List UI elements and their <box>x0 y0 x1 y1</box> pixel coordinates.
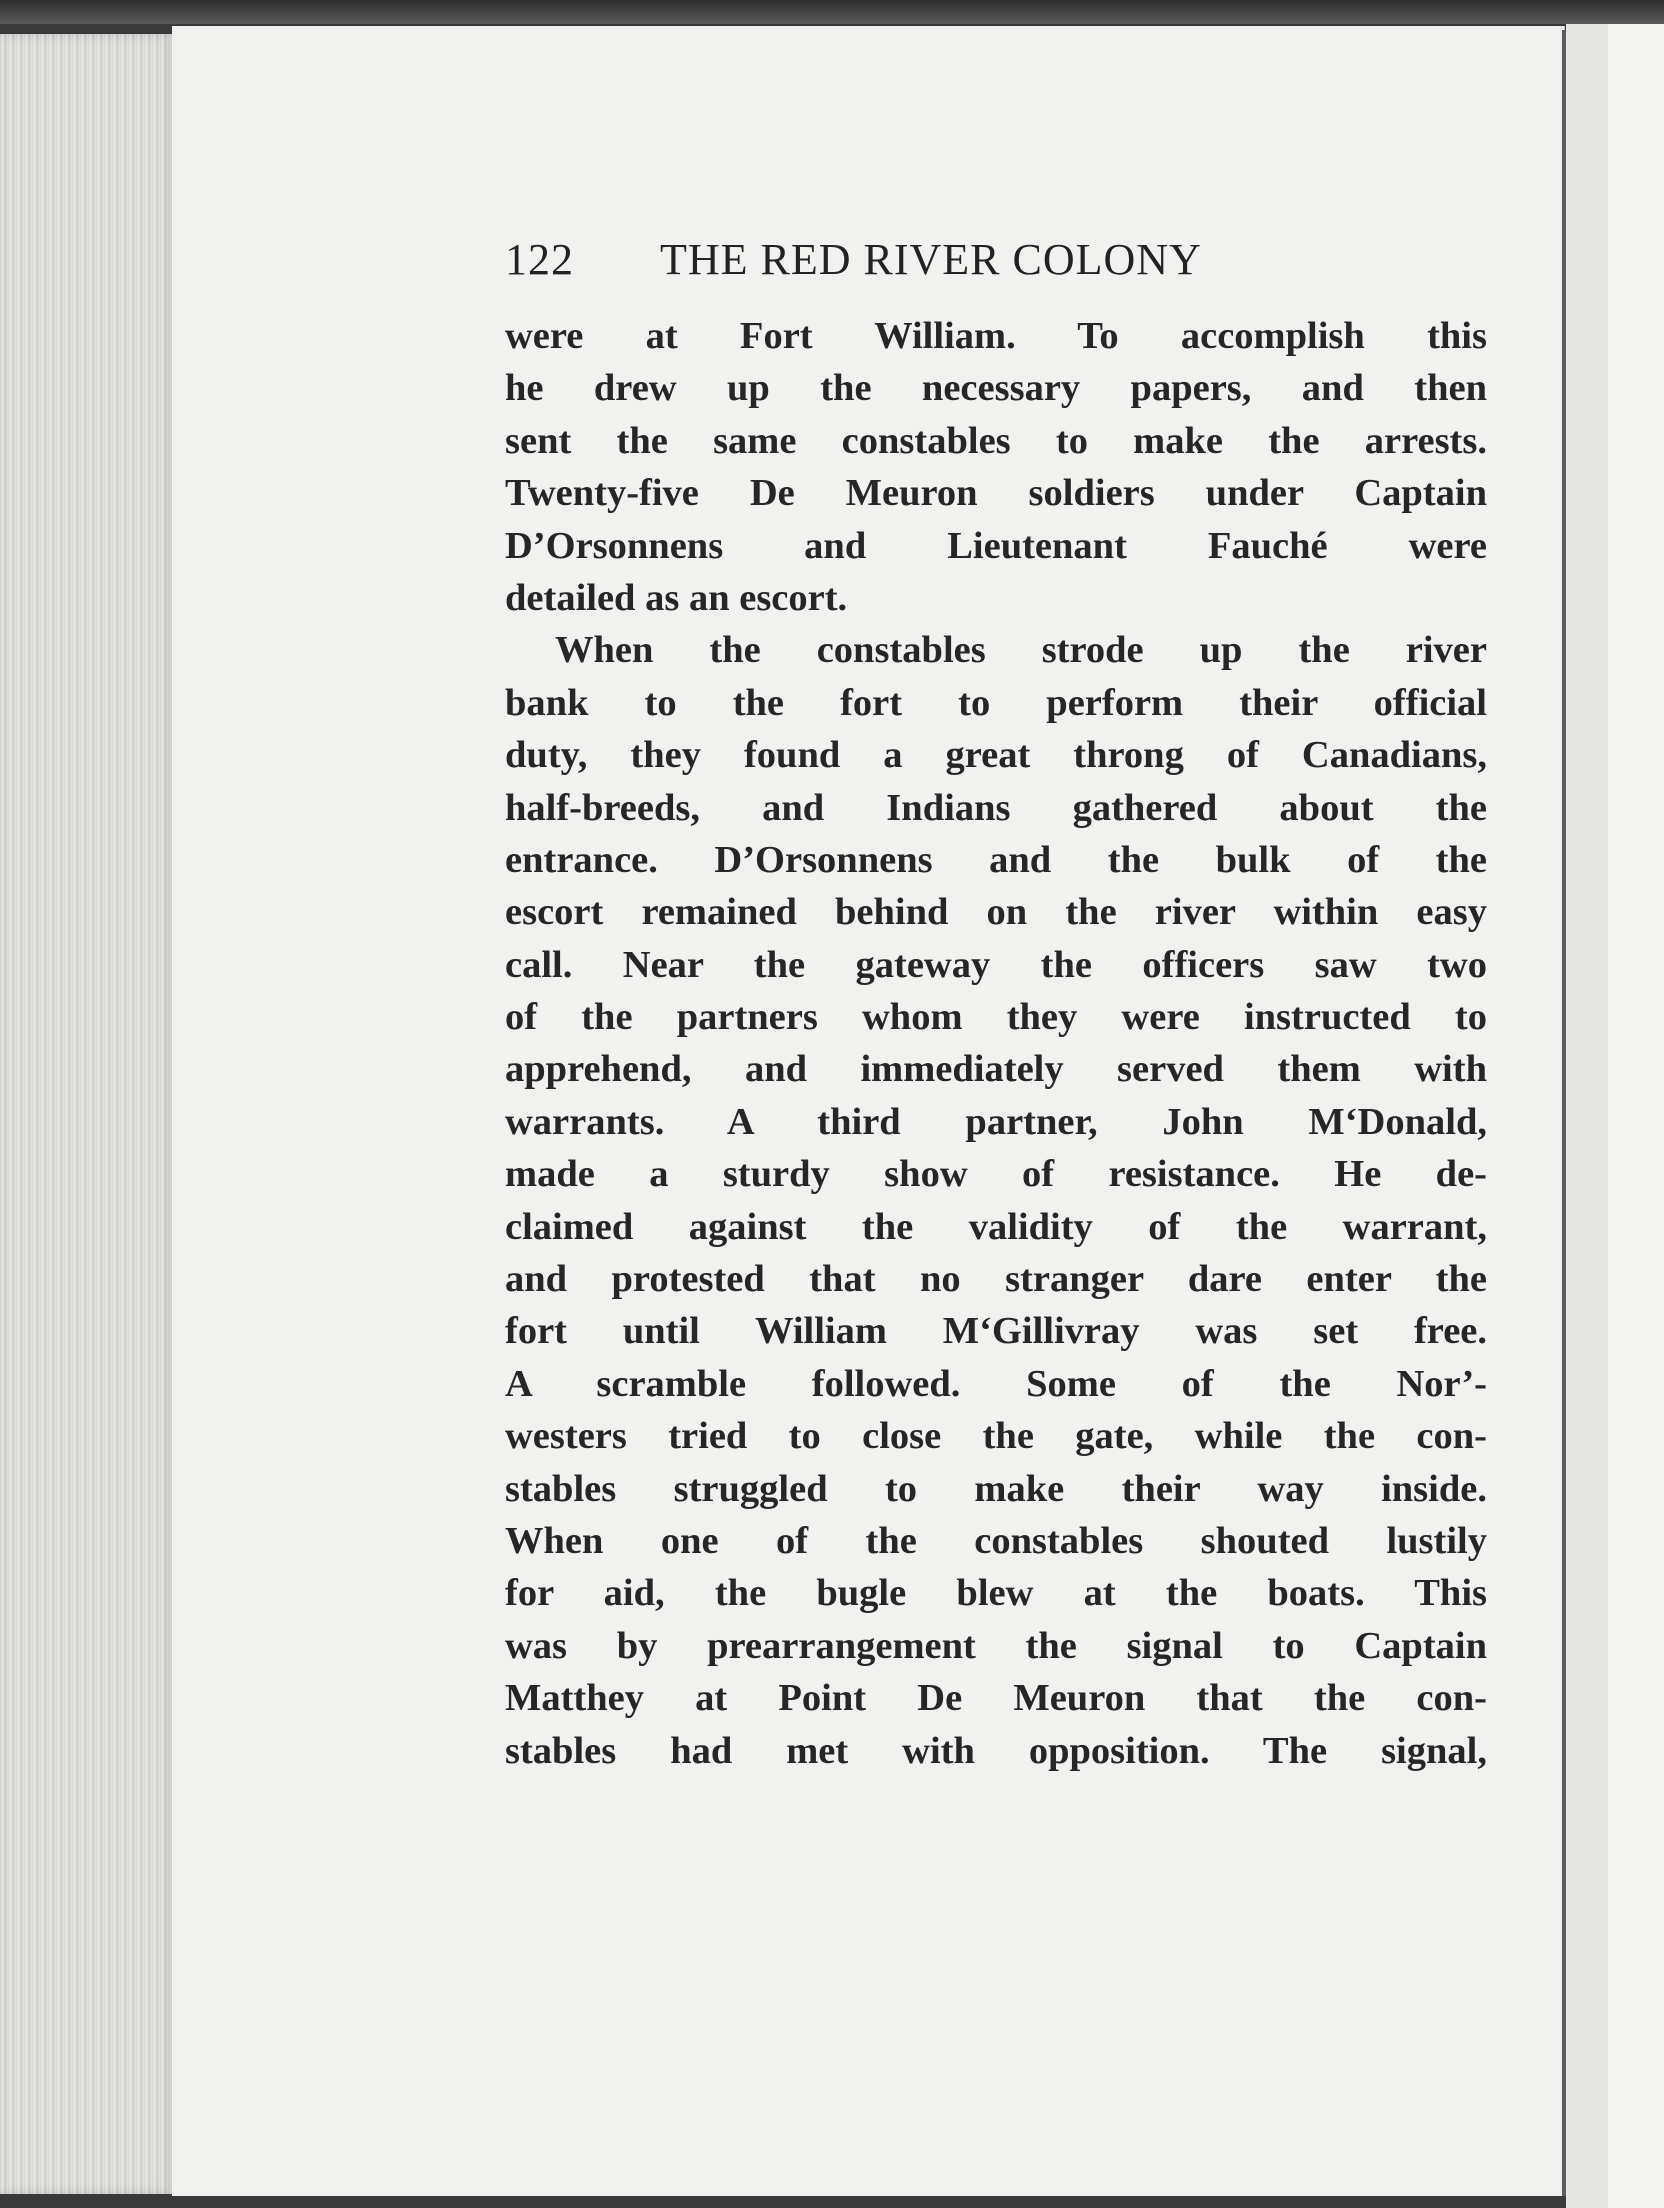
running-title: THE RED RIVER COLONY <box>660 235 1202 284</box>
text-line: sent the same constables to make the arrests. <box>505 419 1487 462</box>
scan-background <box>1608 24 1664 2208</box>
text-line: stables struggled to make their way inside. <box>505 1467 1487 1510</box>
text-line: westers tried to close the gate, while the con- <box>505 1415 1487 1458</box>
text-line: he drew up the necessary papers, and then <box>505 367 1487 410</box>
body-text <box>505 310 1487 1777</box>
page-number: 122 <box>505 235 574 284</box>
text-line: bank to the fort to perform their official <box>505 681 1487 724</box>
text-line: D’Orsonnens and Lieutenant Fauché were <box>505 524 1487 567</box>
text-line: escort remained behind on the river within easy <box>505 891 1487 934</box>
text-line: for aid, the bugle blew at the boats. This <box>505 1572 1487 1615</box>
text-line: Matthey at Point De Meuron that the con- <box>505 1677 1487 1720</box>
text-line: apprehend, and immediately served them with <box>505 1048 1487 1091</box>
text-line: claimed against the validity of the warrant, <box>505 1205 1487 1248</box>
scan-right-margin <box>1566 24 1608 2208</box>
text-line: When one of the constables shouted lustily <box>505 1519 1487 1562</box>
page-edge-line <box>1562 30 1566 2196</box>
text-line: made a sturdy show of resistance. He de- <box>505 1153 1487 1196</box>
text-line: A scramble followed. Some of the Nor’- <box>505 1362 1487 1405</box>
text-line: stables had met with opposition. The signal, <box>505 1729 1487 1772</box>
scan-top-band <box>0 0 1664 24</box>
text-line: detailed as an escort. <box>505 576 848 619</box>
text-line: half-breeds, and Indians gathered about the <box>505 786 1487 829</box>
text-line: and protested that no stranger dare enter the <box>505 1258 1487 1301</box>
text-line: was by prearrangement the signal to Captain <box>505 1624 1487 1667</box>
book-page-edges <box>0 34 175 2194</box>
running-header <box>505 234 1491 290</box>
text-line: duty, they found a great throng of Canadians, <box>505 734 1487 777</box>
text-line: entrance. D’Orsonnens and the bulk of the <box>505 838 1487 881</box>
text-line: were at Fort William. To accomplish this <box>505 315 1487 357</box>
text-line: fort until William M‘Gillivray was set free. <box>505 1310 1487 1353</box>
text-line: warrants. A third partner, John M‘Donald, <box>505 1100 1487 1143</box>
text-line: call. Near the gateway the officers saw two <box>505 943 1487 986</box>
text-line: When the constables strode up the river <box>555 629 1487 672</box>
text-line: of the partners whom they were instructed to <box>505 996 1487 1039</box>
text-line: Twenty-five De Meuron soldiers under Captain <box>505 472 1487 515</box>
